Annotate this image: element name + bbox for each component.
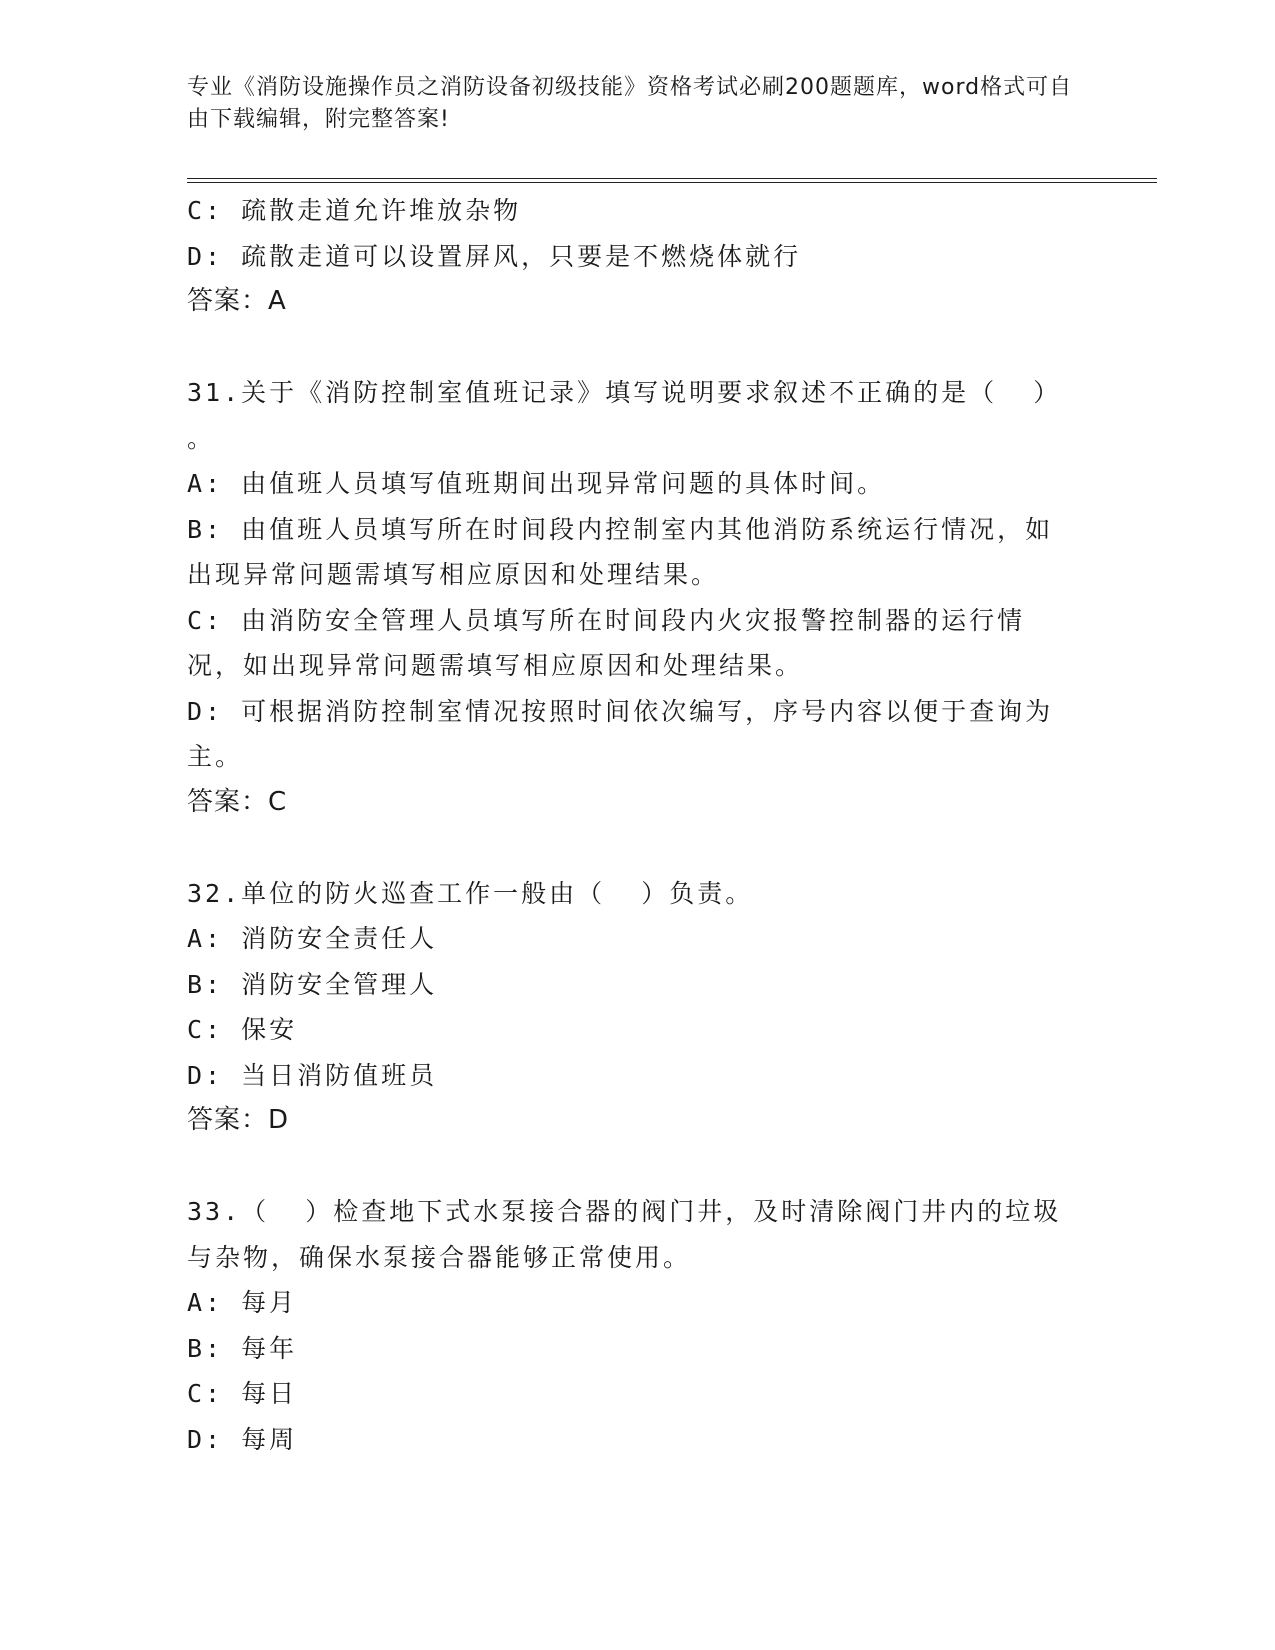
option-d: D: 可根据消防控制室情况按照时间依次编写，序号内容以便于查询为主。 <box>187 696 1054 771</box>
option-c: C: 疏散走道允许堆放杂物 <box>187 196 522 225</box>
option-a: A: 由值班人员填写值班期间出现异常问题的具体时间。 <box>187 469 886 498</box>
option-a: A: 每月 <box>187 1288 298 1317</box>
header-divider-bottom <box>187 182 1157 183</box>
question-32 <box>187 871 1077 1144</box>
question-stem: 33.（ ）检查地下式水泵接合器的阀门井，及时清除阀门井内的垃圾与杂物，确保水泵接合器能够正常使用。 <box>187 1197 1062 1272</box>
question-31 <box>187 370 1077 825</box>
spacer <box>187 825 1077 871</box>
question-stem-continued: 。 <box>187 423 216 453</box>
spacer <box>187 325 1077 371</box>
option-b: B: 消防安全管理人 <box>187 969 438 999</box>
question-stem: 31.关于《消防控制室值班记录》填写说明要求叙述不正确的是（ ） <box>187 378 1062 407</box>
option-b: B: 每年 <box>187 1333 298 1363</box>
question-33 <box>187 1189 1077 1462</box>
answer-line: 答案：A <box>187 286 287 316</box>
option-a: A: 消防安全责任人 <box>187 924 438 953</box>
option-c: C: 由消防安全管理人员填写所在时间段内火灾报警控制器的运行情况，如出现异常问题需填写相应原因和处理结果。 <box>187 605 1026 680</box>
option-d: D: 疏散走道可以设置屏风，只要是不燃烧体就行 <box>187 241 802 271</box>
question-30-continued <box>187 188 1077 325</box>
option-d: D: 每周 <box>187 1424 298 1454</box>
option-c: C: 保安 <box>187 1015 298 1044</box>
document-header: 专业《消防设施操作员之消防设备初级技能》资格考试必刷200题题库，word格式可自由下载编辑，附完整答案! <box>187 75 1073 132</box>
option-b: B: 由值班人员填写所在时间段内控制室内其他消防系统运行情况，如出现异常问题需填写相应原因和处理结果。 <box>187 514 1054 589</box>
option-d: D: 当日消防值班员 <box>187 1060 438 1090</box>
spacer <box>187 1144 1077 1190</box>
option-c: C: 每日 <box>187 1379 298 1408</box>
answer-line: 答案：D <box>187 1105 290 1135</box>
document-body <box>187 188 1077 1462</box>
answer-line: 答案：C <box>187 786 288 817</box>
question-stem: 32.单位的防火巡查工作一般由（ ）负责。 <box>187 878 754 908</box>
header-divider-top <box>187 178 1157 179</box>
